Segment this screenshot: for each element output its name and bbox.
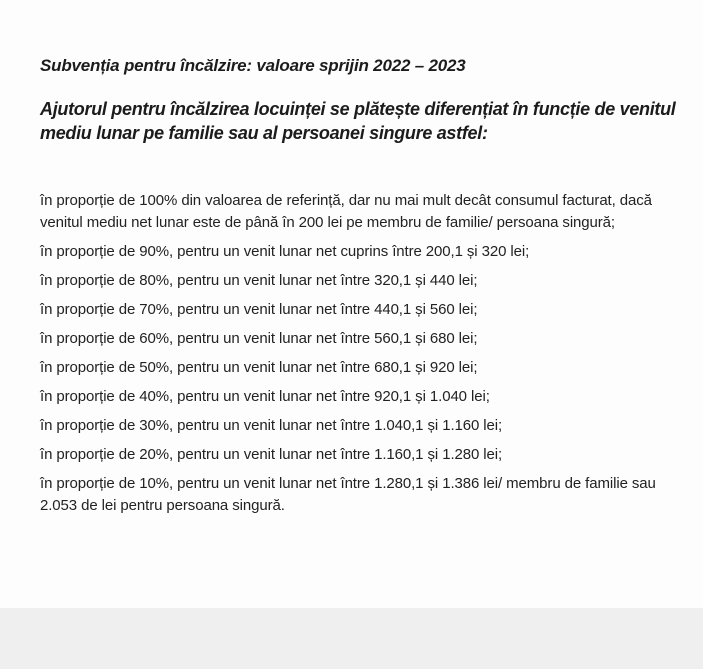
scan-margin — [0, 608, 703, 669]
list-item: în proporție de 90%, pentru un venit lunar net cuprins între 200,1 și 320 lei; — [40, 243, 530, 260]
list-item: în proporție de 40%, pentru un venit lunar net între 920,1 și 1.040 lei; — [40, 388, 490, 405]
subsidy-list — [40, 190, 680, 524]
list-item: în proporție de 10%, pentru un venit lunar net între 1.280,1 și 1.386 lei/ membru de familie sau 2.053 de lei pentru persoana singură. — [40, 475, 656, 514]
document-title: Subvenția pentru încălzire: valoare sprijin 2022 – 2023 — [40, 56, 466, 75]
list-item: în proporție de 30%, pentru un venit lunar net între 1.040,1 și 1.160 lei; — [40, 417, 503, 434]
list-item: în proporție de 70%, pentru un venit lunar net între 440,1 și 560 lei; — [40, 301, 478, 318]
list-item: în proporție de 20%, pentru un venit lunar net între 1.160,1 și 1.280 lei; — [40, 446, 503, 463]
list-item: în proporție de 100% din valoarea de referință, dar nu mai mult decât consumul facturat, dacă venitul mediu net lunar este de până în 200 lei pe membru de familie/ persoana singură; — [40, 192, 652, 231]
list-item: în proporție de 50%, pentru un venit lunar net între 680,1 și 920 lei; — [40, 359, 478, 376]
list-item: în proporție de 60%, pentru un venit lunar net între 560,1 și 680 lei; — [40, 330, 478, 347]
list-item: în proporție de 80%, pentru un venit lunar net între 320,1 și 440 lei; — [40, 272, 478, 289]
intro-paragraph: Ajutorul pentru încălzirea locuinței se plătește diferențiat în funcție de venitul mediu lunar pe familie sau al persoanei singure astfel: — [40, 99, 676, 143]
